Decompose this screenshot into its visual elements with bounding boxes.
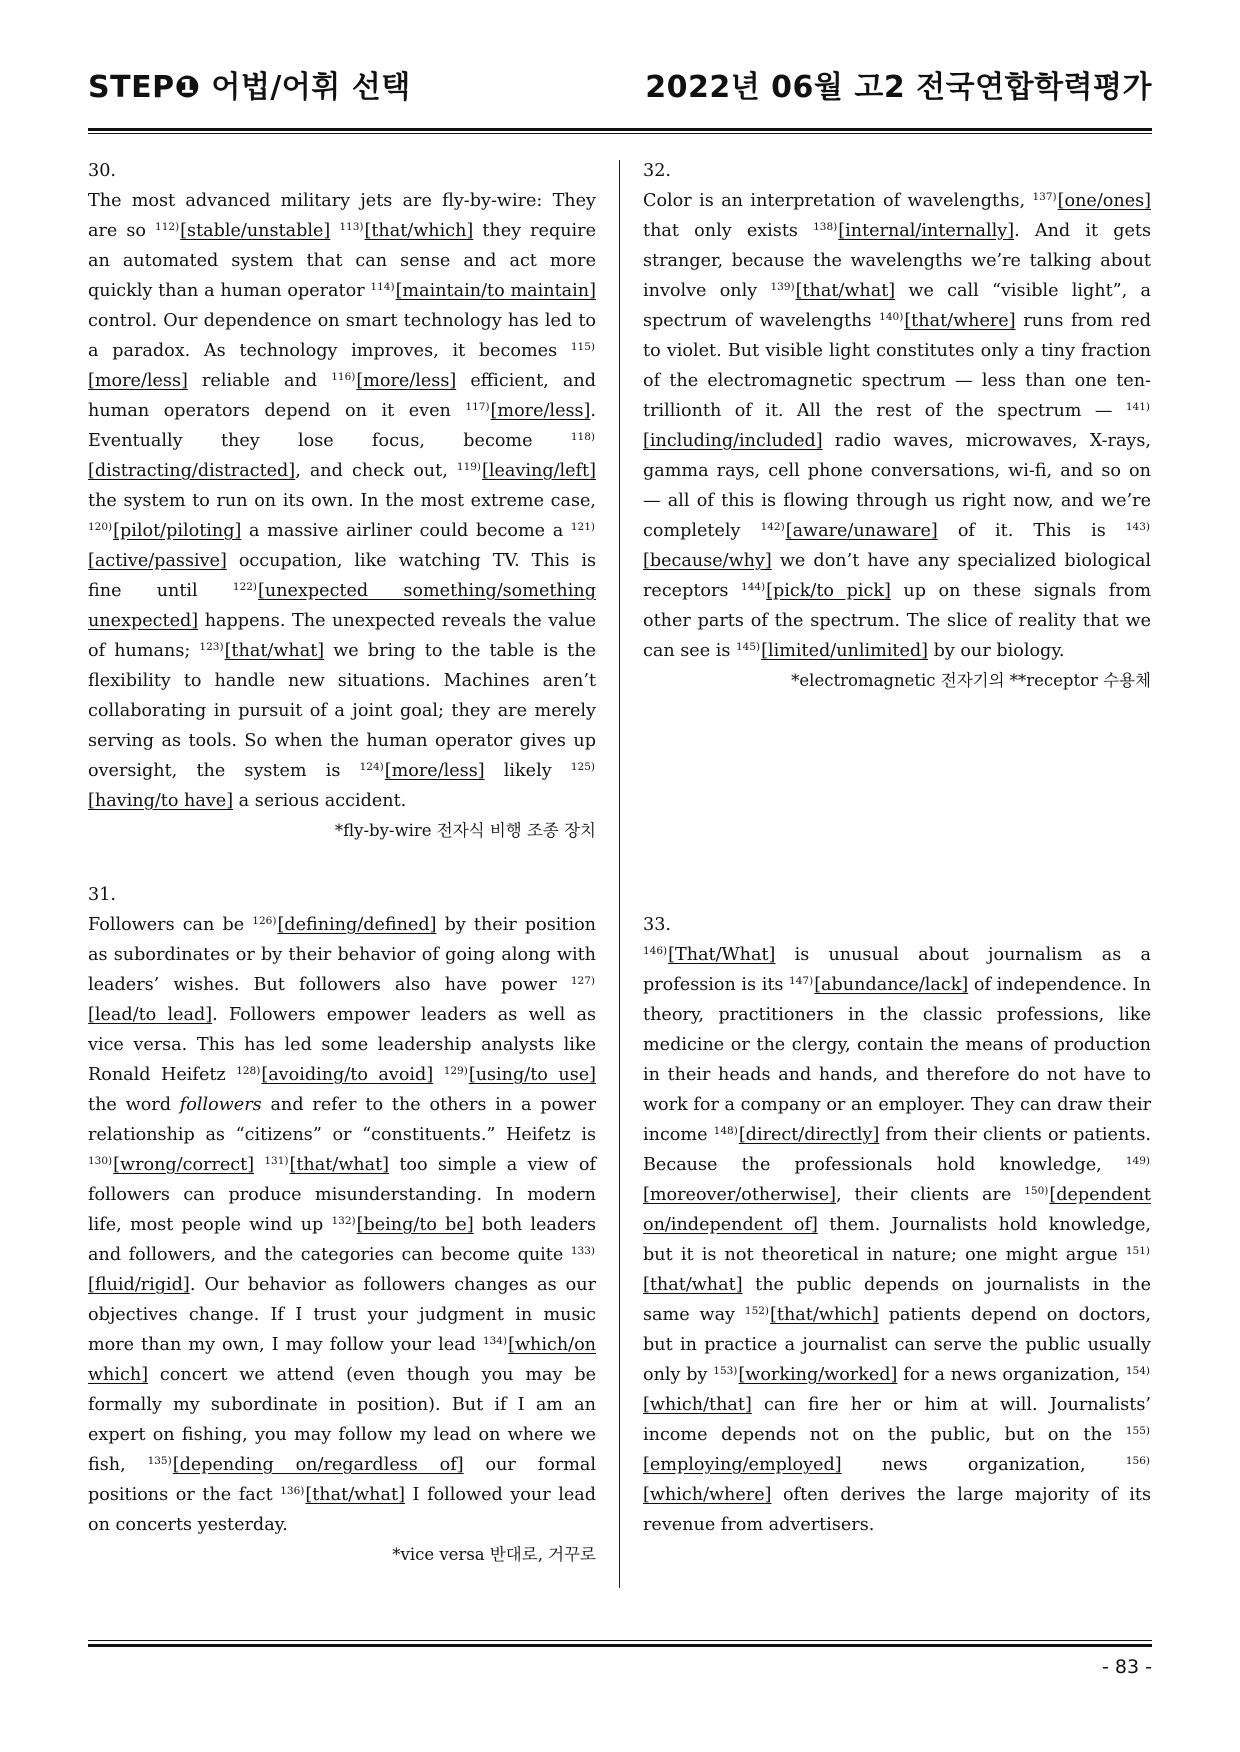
footnote: *fly-by-wire 전자식 비행 조종 장치	[334, 821, 596, 840]
blank-number: 152)	[744, 1305, 770, 1317]
question-number: 33.	[643, 915, 671, 935]
choice-blank: [that/where]	[904, 311, 1016, 331]
choice-blank: [that/which]	[770, 1305, 879, 1325]
blank-number: 136)	[280, 1485, 305, 1497]
blank-number: 134)	[482, 1335, 508, 1347]
choice-blank: [leaving/left]	[482, 461, 596, 481]
blank-number: 128)	[236, 1065, 261, 1077]
choice-blank: [That/What]	[668, 945, 776, 965]
italic-word: followers	[179, 1095, 262, 1115]
header-rule-thin	[88, 133, 1152, 134]
choice-blank: [including/included]	[643, 431, 823, 451]
blank-number: 132)	[331, 1215, 356, 1227]
choice-blank: [direct/directly]	[738, 1125, 880, 1145]
choice-blank: [because/why]	[643, 551, 772, 571]
choice-blank: [more/less]	[356, 371, 457, 391]
question-passage: Followers can be $^{126)}$[defining/defined] by their position as subordinates or by their behavior of going along with leaders’ wishes. But followers also have power $^{127)}$[lead/to lead]. Followers empower leaders as well as vice versa. This has led some leadership analysts like Ronald Heifetz $^{128)}$[avoiding/to avoid] $^{129)}$[using/to use] the word followers and refer to the others in a power relationship as “citizens” or “constituents.” Heifetz is $^{130)}$[wrong/correct] $^{131)}$[that/what] too simple a view of followers can produce misunderstanding. In modern life, most people wind up $^{132)}$[being/to be] both leaders and followers, and the categories can become quite $^{133)}$[fluid/rigid]. Our behavior as followers changes as our objectives change. If I trust your judgment in music more than my own, I may follow your lead $^{134)}$[which/on which] concert we attend (even though you may be formally my subordinate in position). But if I am an expert on fishing, you may follow my lead on where we fish, $^{135)}$[depending on/regardless of] our formal positions or the fact $^{136)}$[that/what] I followed your lead on concerts yesterday.	[88, 915, 597, 1535]
choice-blank: [limited/unlimited]	[761, 641, 929, 661]
page-header	[88, 56, 1152, 116]
choice-blank: [moreover/otherwise]	[643, 1185, 837, 1205]
blank-number: 126)	[252, 915, 277, 927]
question-30	[88, 156, 596, 846]
question-passage: The most advanced military jets are fly-by-wire: They are so $^{112)}$[stable/unstable] $^{113)}$[that/which] they require an automated system that can sense and act more quickly than a human operator $^{114)}$[maintain/to maintain] control. Our dependence on smart technology has led to a paradox. As technology improves, it becomes $^{115)}$[more/less] reliable and $^{116)}$[more/less] efficient, and human operators depend on it even $^{117)}$[more/less]. Eventually they lose focus, become $^{118)}$[distracting/distracted], and check out, $^{119)}$[leaving/left] the system to run on its own. In the most extreme case, $^{120)}$[pilot/piloting] a massive airliner could become a $^{121)}$[active/passive] occupation, like watching TV. This is fine until $^{122)}$[unexpected something/something unexpected] happens. The unexpected reveals the value of humans; $^{123)}$[that/what] we bring to the table is the flexibility to handle new situations. Machines aren’t collaborating in pursuit of a joint goal; they are merely serving as tools. So when the human operator gives up oversight, the system is $^{124)}$[more/less] likely $^{125)}$[having/to have] a serious accident.	[88, 191, 596, 811]
question-number: 30.	[88, 161, 116, 181]
choice-blank: [which/that]	[643, 1395, 752, 1415]
choice-blank: [active/passive]	[88, 551, 227, 571]
blank-number: 142)	[760, 521, 785, 533]
header-rule-thick	[88, 128, 1152, 131]
choice-blank: [abundance/lack]	[814, 975, 969, 995]
choice-blank: [that/what]	[224, 641, 325, 661]
footer-rule-thin	[88, 1640, 1152, 1641]
blank-number: 127)	[570, 975, 595, 987]
choice-blank: [more/less]	[490, 401, 591, 421]
choice-blank: [one/ones]	[1057, 191, 1151, 211]
question-31	[88, 880, 596, 1570]
blank-number: 130)	[88, 1155, 113, 1167]
blank-number: 146)	[643, 945, 668, 957]
blank-number: 129)	[443, 1065, 468, 1077]
choice-blank: [more/less]	[384, 761, 485, 781]
choice-blank: [more/less]	[88, 371, 188, 391]
choice-blank: [that/what]	[289, 1155, 390, 1175]
blank-number: 113)	[339, 221, 364, 233]
blank-number: 121)	[570, 521, 595, 533]
blank-number: 145)	[735, 641, 761, 653]
blank-number: 153)	[713, 1365, 738, 1377]
blank-number: 133)	[570, 1245, 595, 1257]
blank-number: 117)	[465, 401, 490, 413]
blank-number: 148)	[713, 1125, 738, 1137]
footer-rule-thick	[88, 1644, 1152, 1647]
question-32	[643, 156, 1151, 696]
choice-blank: [fluid/rigid]	[88, 1275, 190, 1295]
blank-number: 141)	[1125, 401, 1150, 413]
footnote: *electromagnetic 전자기의 **receptor 수용체	[791, 671, 1151, 690]
blank-number: 115)	[570, 341, 595, 353]
blank-number: 135)	[147, 1455, 172, 1467]
column-divider	[619, 160, 620, 1588]
blank-number: 156)	[1125, 1455, 1150, 1467]
blank-number: 112)	[155, 221, 180, 233]
blank-number: 138)	[813, 221, 838, 233]
blank-number: 124)	[359, 761, 384, 773]
choice-blank: [that/which]	[364, 221, 474, 241]
blank-number: 149)	[1125, 1155, 1150, 1167]
choice-blank: [having/to have]	[88, 791, 234, 811]
choice-blank: [pilot/piloting]	[113, 521, 242, 541]
choice-blank: [stable/unstable]	[180, 221, 331, 241]
choice-blank: [maintain/to maintain]	[395, 281, 596, 301]
choice-blank: [pick/to pick]	[766, 581, 891, 601]
exam-title: 2022년 06월 고2 전국연합학력평가	[645, 70, 1152, 105]
blank-number: 155)	[1125, 1425, 1150, 1437]
choice-blank: [defining/defined]	[277, 915, 437, 935]
blank-number: 122)	[232, 581, 258, 593]
blank-number: 114)	[370, 281, 395, 293]
question-passage: $^{146)}$[That/What] is unusual about journalism as a profession is its $^{147)}$[abundance/lack] of independence. In theory, practitioners in the classic professions, like medicine or the clergy, contain the means of production in their heads and hands, and therefore do not have to work for a company or an employer. They can draw their income $^{148)}$[direct/directly] from their clients or patients. Because the professionals hold knowledge, $^{149)}$[moreover/otherwise], their clients are $^{150)}$[dependent on/independent of] them. Journalists hold knowledge, but it is not theoretical in nature; one might argue $^{151)}$[that/what] the public depends on journalists in the same way $^{152)}$[that/which] patients depend on doctors, but in practice a journalist can serve the public usually only by $^{153)}$[working/worked] for a news organization, $^{154)}$[which/that] can fire her or him at will. Journalists’ income depends not on the public, but on the $^{155)}$[employing/employed] news organization, $^{156)}$[which/where] often derives the large majority of its revenue from advertisers.	[643, 945, 1151, 1535]
blank-number: 118)	[570, 431, 595, 443]
footnote: *vice versa 반대로, 거꾸로	[392, 1545, 596, 1564]
blank-number: 143)	[1125, 521, 1151, 533]
choice-blank: [distracting/distracted]	[88, 461, 296, 481]
choice-blank: [lead/to lead]	[88, 1005, 213, 1025]
choice-blank: [using/to use]	[468, 1065, 596, 1085]
blank-number: 140)	[879, 311, 904, 323]
choice-blank: [avoiding/to avoid]	[261, 1065, 434, 1085]
choice-blank: [that/what]	[795, 281, 896, 301]
choice-blank: [dependent on/independent of]	[643, 1185, 1151, 1235]
blank-number: 137)	[1032, 191, 1057, 203]
blank-number: 119)	[456, 461, 482, 473]
blank-number: 154)	[1125, 1365, 1150, 1377]
choice-blank: [which/where]	[643, 1485, 772, 1505]
question-number: 31.	[88, 885, 116, 905]
blank-number: 131)	[264, 1155, 289, 1167]
blank-number: 125)	[570, 761, 595, 773]
choice-blank: [aware/unaware]	[785, 521, 938, 541]
choice-blank: [unexpected something/something unexpected]	[88, 581, 596, 631]
blank-number: 139)	[770, 281, 795, 293]
blank-number: 150)	[1024, 1185, 1049, 1197]
choice-blank: [that/what]	[643, 1275, 743, 1295]
blank-number: 123)	[199, 641, 224, 653]
choice-blank: [internal/internally]	[838, 221, 1015, 241]
blank-number: 116)	[331, 371, 356, 383]
choice-blank: [working/worked]	[738, 1365, 898, 1385]
section-title: STEP❶ 어법/어휘 선택	[88, 70, 411, 105]
choice-blank: [employing/employed]	[643, 1455, 842, 1475]
choice-blank: [which/on which]	[88, 1335, 596, 1385]
choice-blank: [wrong/correct]	[113, 1155, 255, 1175]
page-number: - 83 -	[1102, 1656, 1152, 1678]
choice-blank: [that/what]	[305, 1485, 405, 1505]
blank-number: 120)	[88, 521, 113, 533]
question-number: 32.	[643, 161, 671, 181]
question-passage: Color is an interpretation of wavelengths, $^{137)}$[one/ones] that only exists $^{138)}$[internal/internally]. And it gets stranger, because the wavelengths we’re talking about involve only $^{139)}$[that/what] we call “visible light”, a spectrum of wavelengths $^{140)}$[that/where] runs from red to violet. But visible light constitutes only a tiny fraction of the electromagnetic spectrum — less than one ten-trillionth of it. All the rest of the spectrum — $^{141)}$[including/included] radio waves, microwaves, X-rays, gamma rays, cell phone conversations, wi-fi, and so on — all of this is flowing through us right now, and we’re completely $^{142)}$[aware/unaware] of it. This is $^{143)}$[because/why] we don’t have any specialized biological receptors $^{144)}$[pick/to pick] up on these signals from other parts of the spectrum. The slice of reality that we can see is $^{145)}$[limited/unlimited] by our biology.	[643, 191, 1152, 661]
choice-blank: [depending on/regardless of]	[172, 1455, 464, 1475]
choice-blank: [being/to be]	[356, 1215, 474, 1235]
blank-number: 144)	[741, 581, 766, 593]
question-33	[643, 910, 1151, 1540]
blank-number: 151)	[1125, 1245, 1150, 1257]
blank-number: 147)	[789, 975, 814, 987]
